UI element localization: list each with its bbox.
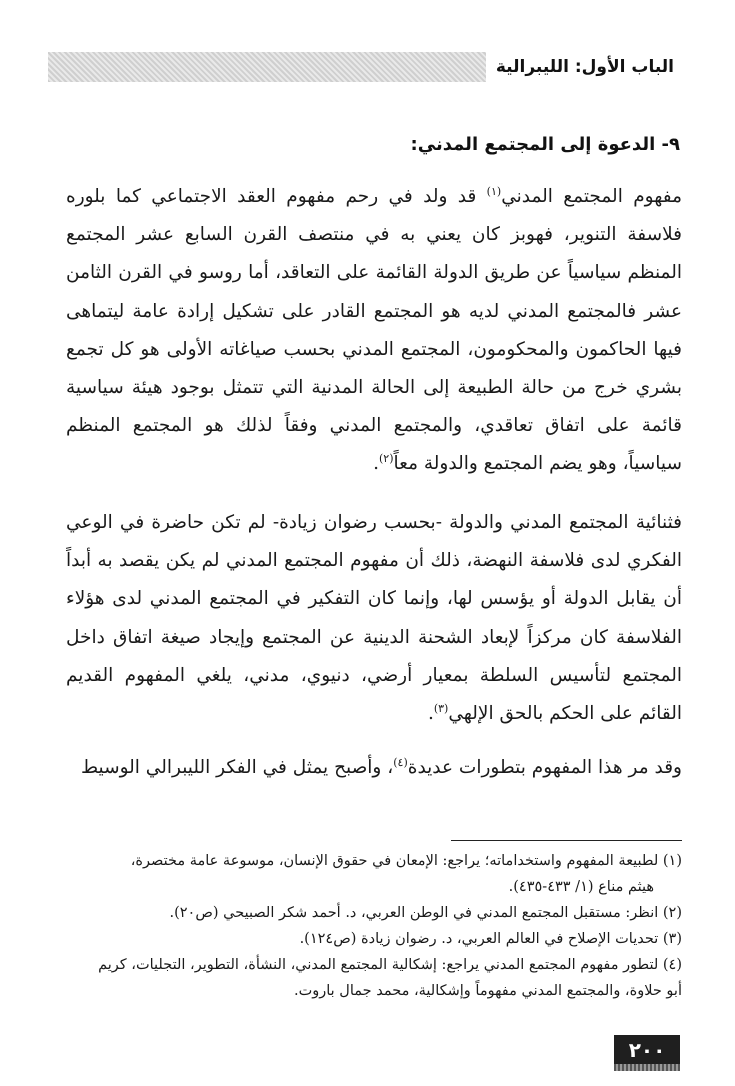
footnote-4 bbox=[60, 952, 682, 1004]
footnote-text: هيثم مناع (١/ ٤٣٣-٤٣٥). bbox=[508, 879, 654, 895]
paragraph-text: قد ولد في رحم مفهوم العقد الاجتماعي كما بلوره فلاسفة التنوير، فهوبز كان يعني به في منتصف القرن السابع عشر المجتمع المنظم سياسياً عن طريق الدولة القائمة على التعاقد، أما روسو في القرن الثامن عشر فالمجتمع المدني لديه هو المجتمع القادر على تشكيل إرادة عامة ليتماهى فيها الحاكمون والمحكومون، المجتمع المدني بحسب صياغاته الأولى هو كل تجمع بشري خرج من حالة الطبيعة إلى الحالة المدنية التي تتمثل بوجود هيئة سياسية قائمة على اتفاق تعاقدي، والمجتمع المدني وفقاً لذلك هو المجتمع المنظم سياسياً، وهو يضم المجتمع والدولة معاً bbox=[66, 186, 682, 475]
footnote-ref: (٤) bbox=[393, 755, 408, 769]
footnote-text: (٤) لتطور مفهوم المجتمع المدني يراجع: إشكالية المجتمع المدني، النشأة، التطوير، التجليات، كريم bbox=[98, 957, 682, 973]
paragraph-text: . bbox=[373, 453, 379, 475]
paragraph-text: . bbox=[427, 703, 434, 725]
paragraph-text: وقد مر هذا المفهوم بتطورات عديدة bbox=[407, 757, 682, 778]
paragraph-2 bbox=[66, 504, 682, 733]
footnote-1 bbox=[60, 848, 682, 900]
section-heading: ٩- الدعوة إلى المجتمع المدني: bbox=[410, 134, 680, 155]
footnote-text: (٣) تحديات الإصلاح في العالم العربي، د. رضوان زيادة (ص١٢٤). bbox=[299, 931, 682, 947]
paragraph-3 bbox=[66, 749, 682, 787]
footnote-text: (٢) انظر: مستقبل المجتمع المدني في الوطن العربي، د. أحمد شكر الصبيحي (ص٢٠). bbox=[169, 905, 682, 921]
footnote-ref: (٣) bbox=[433, 701, 449, 715]
footnote-text: (١) لطبيعة المفهوم واستخداماته؛ يراجع: الإمعان في حقوق الإنسان، موسوعة عامة مختصرة، bbox=[130, 853, 682, 869]
footnote-ref: (١) bbox=[486, 184, 502, 198]
page-number: ٢٠٠ bbox=[614, 1035, 680, 1071]
running-header-band bbox=[48, 52, 680, 82]
footnote-3 bbox=[60, 926, 682, 952]
paragraph-text: مفهوم المجتمع المدني bbox=[501, 186, 682, 207]
paragraph-text: فثنائية المجتمع المدني والدولة -بحسب رضوان زيادة- لم تكن حاضرة في الوعي الفكري لدى فلاسفة النهضة، ذلك أن مفهوم المجتمع المدني لم يكن يقصد به أبداً أن يقابل الدولة أو يؤسس لها، وإنما كان التفكير في المجتمع المدني لدى هؤلاء الفلاسفة كان مركزاً لإبعاد الشحنة الدينية عن المجتمع وإيجاد صيغة اتفاق داخل المجتمع لتأسيس السلطة بمعيار أرضي، دنيوي، مدني، يلغي المفهوم القديم القائم على الحكم بالحق الإلهي bbox=[66, 512, 682, 725]
running-header-title: الباب الأول: الليبرالية bbox=[486, 52, 680, 82]
footnote-ref: (٢) bbox=[379, 452, 394, 466]
footnote-2 bbox=[60, 900, 682, 926]
footnote-text: أبو حلاوة، والمجتمع المدني مفهوماً وإشكالية، محمد جمال باروت. bbox=[293, 983, 682, 999]
footnotes bbox=[60, 848, 682, 1004]
paragraph-text: ، وأصبح يمثل في الفكر الليبرالي الوسيط bbox=[80, 757, 394, 778]
paragraph-1 bbox=[66, 178, 682, 484]
footnote-separator bbox=[451, 840, 682, 841]
